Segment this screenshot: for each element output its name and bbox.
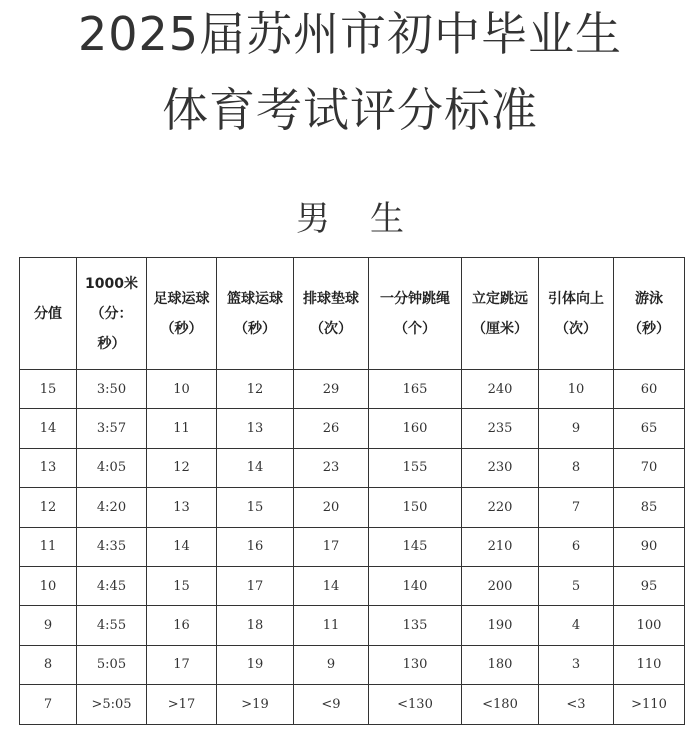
table-cell: 65: [614, 409, 685, 448]
table-cell: 210: [462, 527, 539, 566]
table-cell: 13: [217, 409, 294, 448]
table-cell: 12: [217, 370, 294, 409]
column-header: [539, 258, 614, 370]
table-cell: 85: [614, 488, 685, 527]
table-cell: >19: [217, 685, 294, 724]
table-cell: 3:57: [77, 409, 147, 448]
table-cell: 16: [217, 527, 294, 566]
table-row: [20, 685, 685, 724]
table-cell: 140: [369, 566, 462, 605]
gender-heading: 男生: [296, 199, 444, 239]
table-cell: <180: [462, 685, 539, 724]
table-cell: >5:05: [77, 685, 147, 724]
table-cell: 3:50: [77, 370, 147, 409]
document-subtitle: 体育考试评分标准: [162, 83, 538, 137]
table-cell: 13: [20, 448, 77, 487]
table-cell: 14: [294, 566, 369, 605]
table-cell: 16: [147, 606, 217, 645]
column-header-text: 足球运球: [153, 290, 210, 307]
table-cell: 150: [369, 488, 462, 527]
table-cell: 9: [539, 409, 614, 448]
table-cell: 6: [539, 527, 614, 566]
table-cell: 15: [217, 488, 294, 527]
column-header: [77, 258, 147, 370]
table-cell: 3: [539, 645, 614, 684]
table-cell: 60: [614, 370, 685, 409]
table-body: [20, 370, 685, 725]
table-cell: 17: [294, 527, 369, 566]
score-table: [19, 257, 685, 725]
column-header: [369, 258, 462, 370]
table-cell: 14: [147, 527, 217, 566]
column-header: [294, 258, 369, 370]
table-cell: >17: [147, 685, 217, 724]
table-cell: 8: [20, 645, 77, 684]
table-cell: 17: [147, 645, 217, 684]
column-header: [462, 258, 539, 370]
table-cell: 200: [462, 566, 539, 605]
table-cell: 26: [294, 409, 369, 448]
column-header-text: 篮球运球: [227, 290, 283, 307]
table-row: [20, 370, 685, 409]
table-cell: <9: [294, 685, 369, 724]
table-cell: 8: [539, 448, 614, 487]
table-cell: 11: [20, 527, 77, 566]
table-cell: 100: [614, 606, 685, 645]
table-cell: 12: [147, 448, 217, 487]
column-header-text: 一分钟跳绳: [380, 290, 450, 307]
table-cell: 90: [614, 527, 685, 566]
table-cell: 155: [369, 448, 462, 487]
table-header-row: [20, 258, 685, 370]
document-title: 2025届苏州市初中毕业生: [77, 7, 623, 61]
column-header-text: （秒）: [628, 320, 670, 337]
column-header-text: （个）: [394, 320, 436, 337]
table-cell: 9: [20, 606, 77, 645]
table-cell: 23: [294, 448, 369, 487]
table-cell: 160: [369, 409, 462, 448]
table-cell: 17: [217, 566, 294, 605]
column-header: [20, 258, 77, 370]
table-cell: 12: [20, 488, 77, 527]
table-cell: 7: [539, 488, 614, 527]
column-header-text: 立定跳远: [472, 290, 528, 307]
column-header-text: 引体向上: [548, 290, 604, 307]
table-cell: 11: [294, 606, 369, 645]
table-cell: 18: [217, 606, 294, 645]
table-cell: 11: [147, 409, 217, 448]
table-cell: 15: [147, 566, 217, 605]
table-cell: 145: [369, 527, 462, 566]
table-cell: >110: [614, 685, 685, 724]
table-cell: 4:05: [77, 448, 147, 487]
table-cell: 235: [462, 409, 539, 448]
table-cell: 220: [462, 488, 539, 527]
table-cell: 110: [614, 645, 685, 684]
column-header-text: 秒）: [97, 335, 126, 352]
column-header-text: （秒）: [234, 320, 276, 337]
table-cell: 130: [369, 645, 462, 684]
table-cell: 165: [369, 370, 462, 409]
table-cell: 95: [614, 566, 685, 605]
table-row: [20, 409, 685, 448]
table-cell: 4:55: [77, 606, 147, 645]
column-header: [147, 258, 217, 370]
table-cell: 4:35: [77, 527, 147, 566]
table-cell: 4:45: [77, 566, 147, 605]
table-cell: 10: [147, 370, 217, 409]
table-cell: 20: [294, 488, 369, 527]
table-cell: <3: [539, 685, 614, 724]
column-header-text: （秒）: [160, 320, 203, 337]
table-cell: 5:05: [77, 645, 147, 684]
table-cell: 15: [20, 370, 77, 409]
table-cell: 5: [539, 566, 614, 605]
table-row: [20, 566, 685, 605]
table-cell: 4: [539, 606, 614, 645]
column-header-text: （厘米）: [472, 320, 528, 337]
table-cell: 10: [539, 370, 614, 409]
table-row: [20, 488, 685, 527]
column-header-text: 排球垫球: [303, 290, 359, 307]
table-cell: 70: [614, 448, 685, 487]
column-header-text: 1000米: [85, 275, 138, 292]
table-row: [20, 527, 685, 566]
column-header-text: （次）: [555, 320, 597, 337]
table-cell: 29: [294, 370, 369, 409]
table-cell: 9: [294, 645, 369, 684]
table-cell: 19: [217, 645, 294, 684]
column-header: [217, 258, 294, 370]
column-header: [614, 258, 685, 370]
column-header-text: 分值: [34, 305, 62, 322]
table-cell: 13: [147, 488, 217, 527]
column-header-text: （分：: [90, 305, 133, 322]
table-row: [20, 606, 685, 645]
table-row: [20, 448, 685, 487]
table-cell: <130: [369, 685, 462, 724]
table-cell: 230: [462, 448, 539, 487]
table-cell: 240: [462, 370, 539, 409]
table-cell: 14: [217, 448, 294, 487]
table-cell: 14: [20, 409, 77, 448]
column-header-text: 游泳: [635, 290, 663, 307]
table-cell: 180: [462, 645, 539, 684]
table-cell: 10: [20, 566, 77, 605]
table-cell: 190: [462, 606, 539, 645]
table-cell: 4:20: [77, 488, 147, 527]
column-header-text: （次）: [310, 320, 352, 337]
table-cell: 7: [20, 685, 77, 724]
table-row: [20, 645, 685, 684]
table-cell: 135: [369, 606, 462, 645]
